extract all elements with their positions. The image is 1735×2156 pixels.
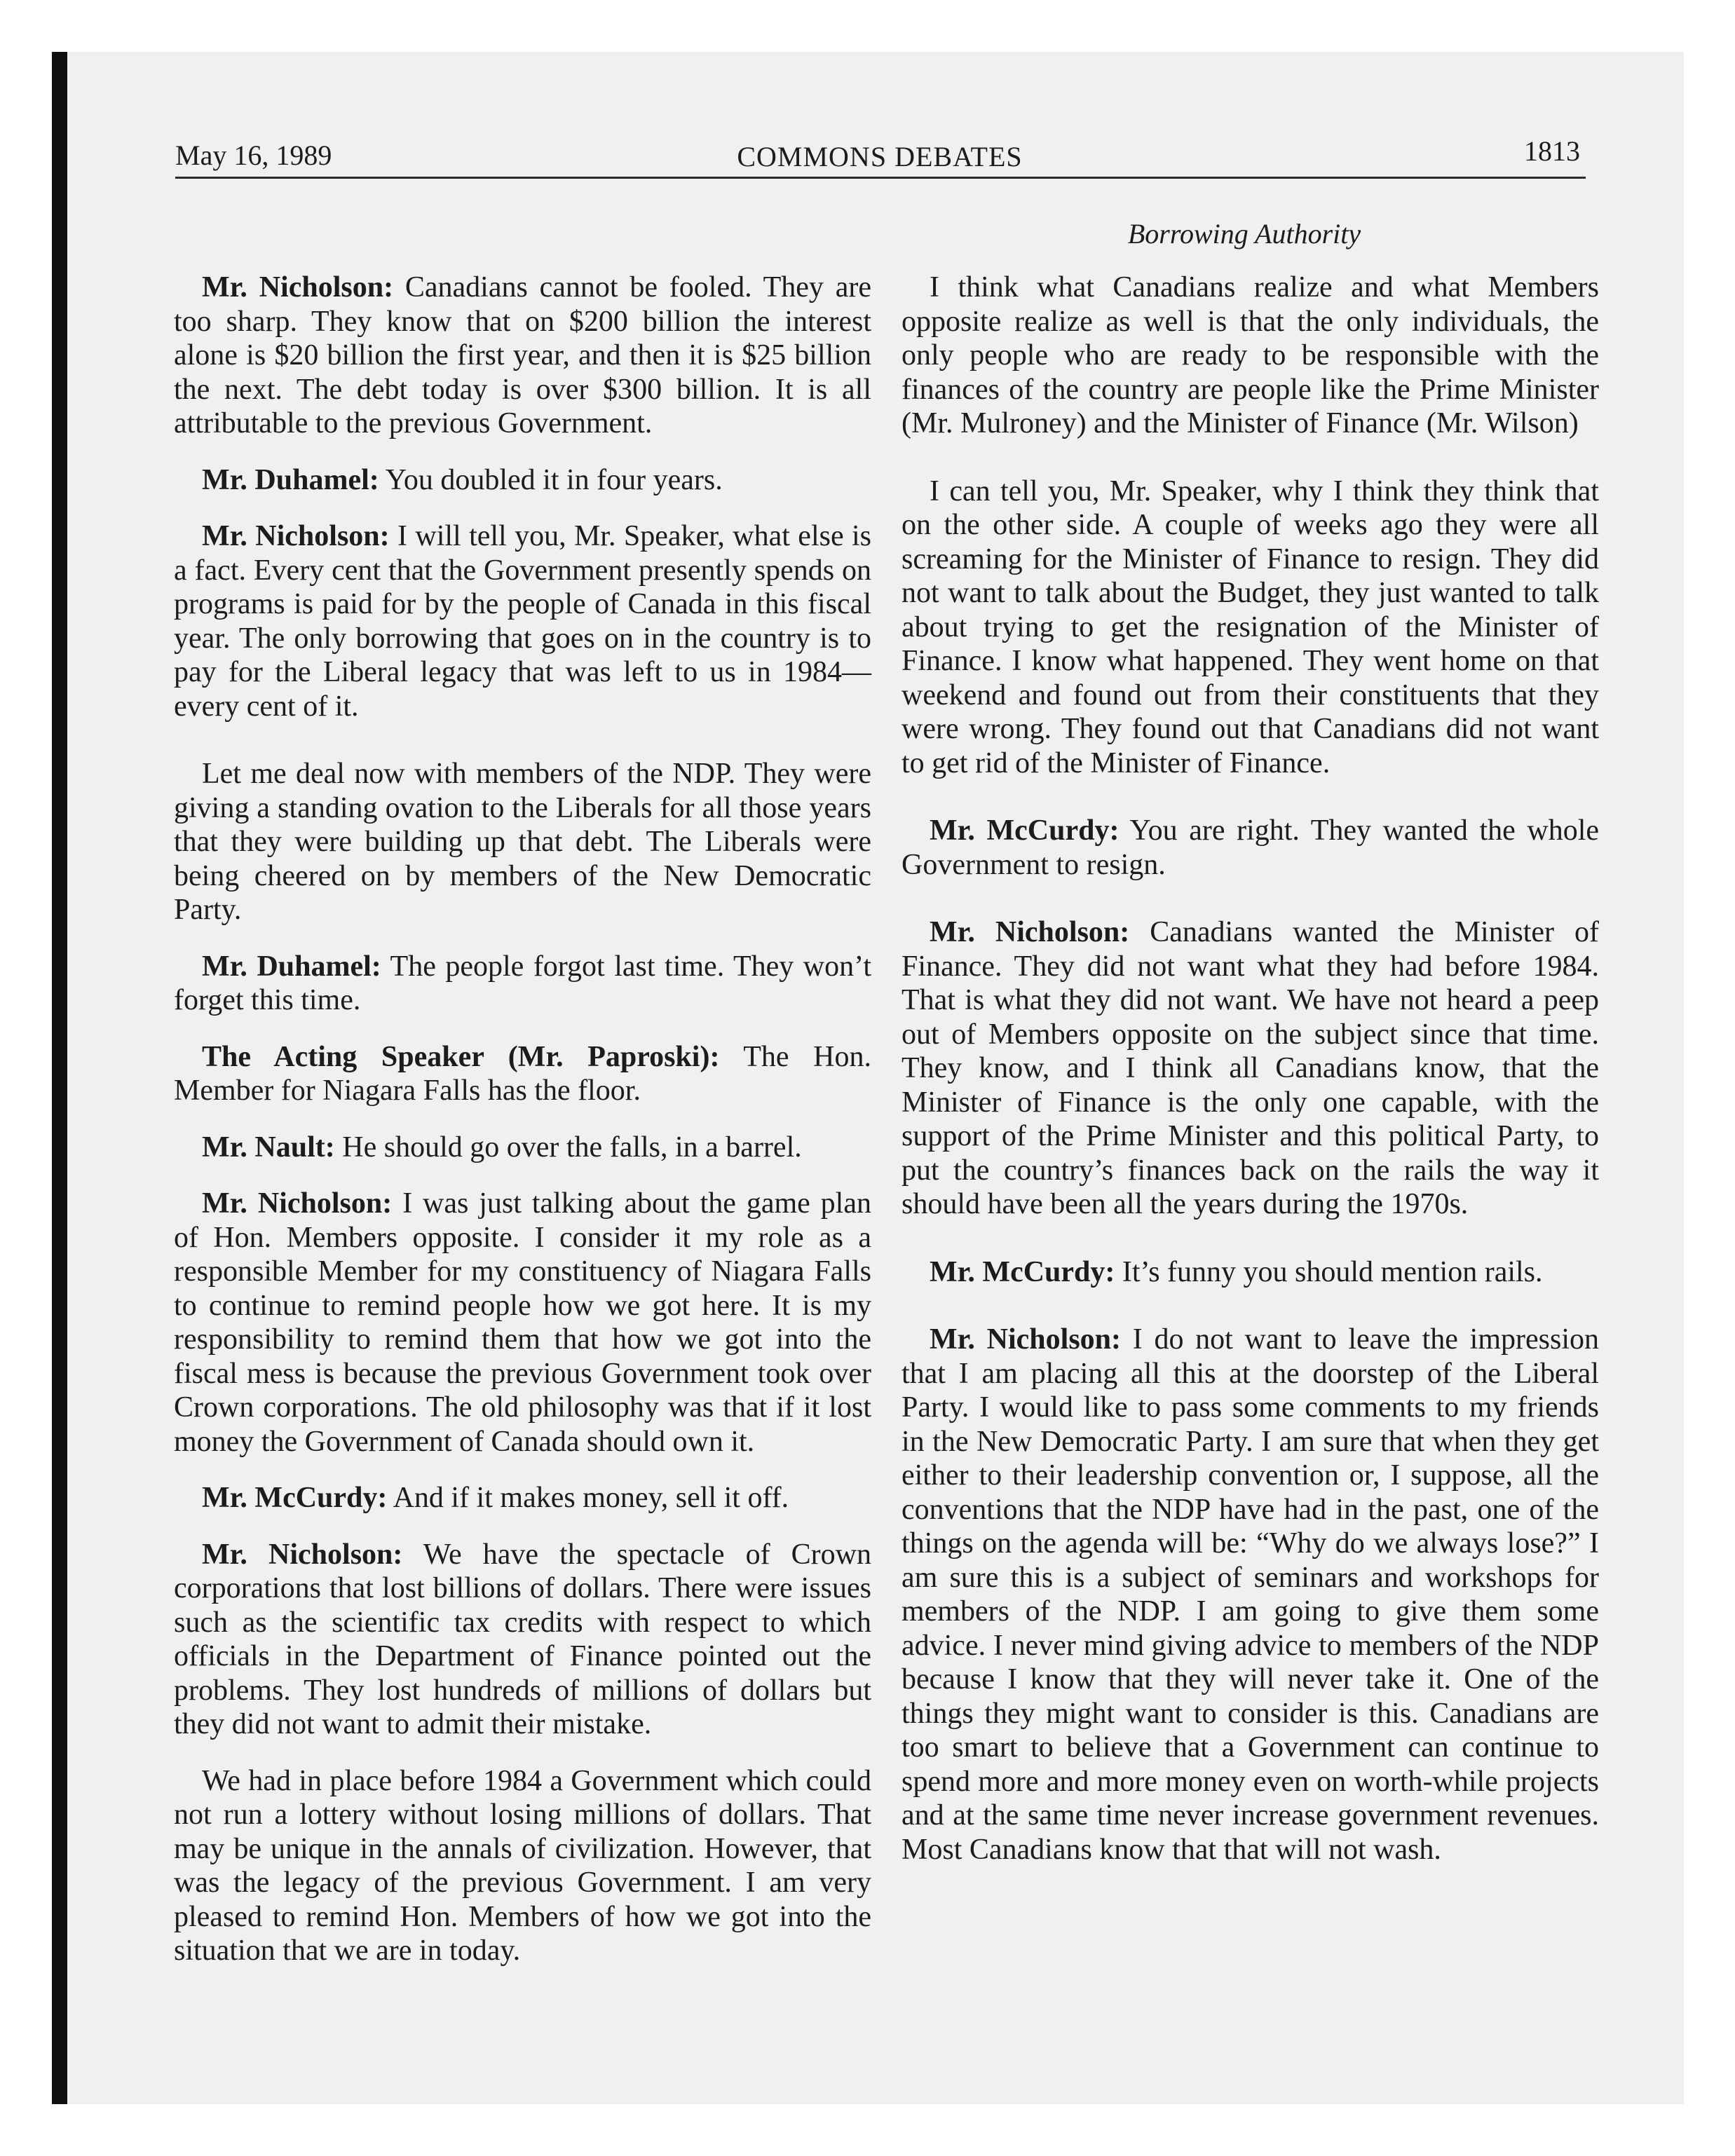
speech-paragraph (901, 475, 1599, 781)
speech-paragraph (174, 950, 871, 1018)
speaker-name: Mr. Nicholson: (930, 1323, 1122, 1356)
speaker-name: Mr. Nault: (202, 1131, 335, 1164)
speech-text: Canadians wanted the Minister of Finance. They did not want what they had before 1984. That is what they did not want. We have not heard a peep out of Members opposite on the subject since that time. They know, and I think all Canadians know, that the Minister of Finance is the only one capable, with the support of the Prime Minister and this political Party, to put the country’s finances back on the rails the way it should have been all the years during the 1970s. (901, 916, 1599, 1220)
speech-paragraph (174, 1131, 871, 1165)
speech-paragraph (174, 1481, 871, 1515)
speaker-name: Mr. Nicholson: (202, 271, 394, 303)
speaker-name: Mr. Nicholson: (202, 1187, 393, 1220)
speaker-name: Mr. Nicholson: (202, 520, 390, 552)
speech-paragraph (174, 757, 871, 927)
speech-text: You are right. They wanted the whole Government to resign. (901, 814, 1600, 881)
speech-paragraph (901, 915, 1599, 1222)
speech-paragraph (174, 1764, 871, 1968)
speaker-name: Mr. McCurdy: (930, 1255, 1115, 1288)
speech-text: We had in place before 1984 a Government which could not run a lottery without losing millions of dollars. That may be unique in the annals of civilization. However, that was the legacy of the previous Government. I am very pleased to remind Hon. Members of how we got into the situation that we are in today. (174, 1764, 871, 1967)
speech-text: The Hon. Member for Niagara Falls has the floor. (174, 1040, 871, 1107)
page-header (175, 137, 1584, 174)
running-title: Borrowing Authority (1127, 218, 1361, 250)
publication-title: COMMONS DEBATES (737, 141, 1023, 172)
speaker-name: Mr. Duhamel: (202, 463, 379, 496)
speech-text: We have the spectacle of Crown corporations that lost billions of dollars. There were issues such as the scientific tax credits with respect to which officials in the Department of Finance pointed out the problems. They lost hundreds of millions of dollars but they did not want to admit their mistake. (174, 1538, 871, 1740)
speech-text: I will tell you, Mr. Speaker, what else is a fact. Every cent that the Government presently spends on programs is paid for by the people of Canada in this fiscal year. The only borrowing that goes on in the country is to pay for the Liberal legacy that was left to us in 1984—every cent of it. (174, 520, 871, 723)
speech-text: Canadians cannot be fooled. They are too sharp. They know that on $200 billion the interest alone is $20 billion the first year, and then it is $25 billion the next. The debt today is over $300 billion. It is all attributable to the previous Government. (174, 271, 871, 439)
page-number: 1813 (1524, 135, 1580, 167)
speaker-name: Mr. Duhamel: (202, 950, 381, 983)
speech-paragraph (174, 1187, 871, 1459)
binding-edge (52, 52, 67, 2104)
speech-paragraph (901, 271, 1599, 441)
speech-paragraph (174, 1538, 871, 1742)
speech-paragraph (901, 1255, 1599, 1290)
speech-text: He should go over the falls, in a barrel. (334, 1131, 802, 1164)
speech-text: The people forgot last time. They won’t forget this time. (174, 950, 871, 1016)
speech-text: You doubled it in four years. (379, 463, 723, 496)
header-date: May 16, 1989 (175, 139, 332, 171)
speech-text: I can tell you, Mr. Speaker, why I think they think that on the other side. A couple of weeks ago they were all screaming for the Minister of Finance to resign. They did not want to talk about the Budget, they just wanted to talk about trying to get the resignation of the Minister of Finance. I know what happened. They went home on that weekend and found out from their constituents that they were wrong. They found out that Canadians did not want to get rid of the Minister of Finance. (901, 475, 1599, 779)
speech-paragraph (174, 1040, 871, 1108)
speaker-name: Mr. Nicholson: (202, 1538, 403, 1571)
speech-text: It’s funny you should mention rails. (1115, 1255, 1543, 1288)
speech-text: I was just talking about the game plan of Hon. Members opposite. I consider it my role as a responsible Member for my constituency of Niagara Falls to continue to remind people how we got here. It is my responsibility to remind them that how we got into the fiscal mess is because the previous Government took over Crown corporations. The old philosophy was that if it lost money the Government of Canada should own it. (174, 1187, 871, 1458)
speech-paragraph (174, 271, 871, 441)
speech-paragraph (901, 1323, 1599, 1867)
speech-paragraph (174, 463, 871, 498)
speech-text: And if it makes money, sell it off. (387, 1482, 789, 1514)
header-rule (175, 177, 1586, 179)
speech-text: I think what Canadians realize and what Members opposite realize as well is that the only individuals, the only people who are ready to be responsible with the finances of the country are people like the Prime Minister (Mr. Mulroney) and the Minister of Finance (Mr. Wilson) (901, 271, 1599, 439)
speech-paragraph (174, 519, 871, 723)
speaker-name: Mr. Nicholson: (930, 916, 1130, 948)
right-column (901, 271, 1599, 1900)
speech-paragraph (901, 814, 1599, 882)
left-column (174, 271, 871, 1991)
speech-text: I do not want to leave the impression that I am placing all this at the doorstep of the Liberal Party. I would like to pass some comments to my friends in the New Democratic Party. I am sure that when they get either to their leadership convention or, I suppose, all the conventions that the NDP have had in the past, one of the things on the agenda will be: “Why do we always lose?” I am sure this is a subject of seminars and workshops for members of the NDP. I am going to give them some advice. I never mind giving advice to members of the NDP because I know that they will never take it. One of the things they might want to consider is this. Canadians are too smart to believe that a Government can continue to spend more and more money even on worth-while projects and at the same time never increase government revenues. Most Canadians know that that will not wash. (901, 1323, 1599, 1866)
speech-text: Let me deal now with members of the NDP. They were giving a standing ovation to the Liberals for all those years that they were building up that debt. The Liberals were being cheered on by members of the New Democratic Party. (174, 758, 871, 926)
speaker-name: The Acting Speaker (Mr. Paproski): (202, 1040, 720, 1073)
speaker-name: Mr. McCurdy: (202, 1482, 388, 1514)
speaker-name: Mr. McCurdy: (930, 814, 1120, 847)
